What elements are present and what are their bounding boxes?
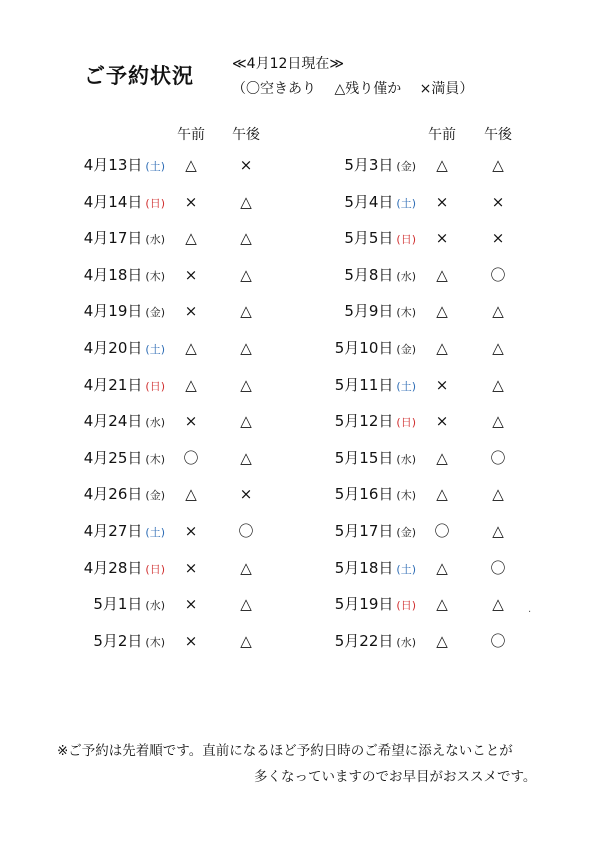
am-availability-mark: △ <box>436 632 448 650</box>
date-label <box>335 629 416 655</box>
am-availability-mark: △ <box>436 339 448 357</box>
date-text: 4月28日 <box>83 559 143 577</box>
pm-availability-mark: × <box>239 485 253 503</box>
am-availability-mark: △ <box>436 302 448 320</box>
as-of-date: ≪4月12日現在≫ <box>232 56 345 72</box>
weekday-label: (水) <box>396 270 416 283</box>
date-text: 4月27日 <box>83 522 143 540</box>
weekday-label: (木) <box>396 306 416 319</box>
date-text: 5月16日 <box>334 485 394 503</box>
am-availability-mark: △ <box>185 156 197 174</box>
date-row <box>0 446 416 470</box>
left-pm-header: 午後 <box>232 127 260 143</box>
date-text: 5月22日 <box>334 632 394 650</box>
am-availability-mark: × <box>184 302 198 320</box>
pm-availability-mark: △ <box>240 193 252 211</box>
date-label <box>335 482 416 508</box>
weekday-label: (水) <box>396 636 416 649</box>
date-label <box>344 153 416 179</box>
pm-availability-mark: × <box>491 229 505 247</box>
pm-availability-mark: △ <box>492 339 504 357</box>
date-row <box>0 153 416 177</box>
date-text: 4月17日 <box>83 229 143 247</box>
pm-availability-mark: △ <box>492 302 504 320</box>
date-text: 4月26日 <box>83 485 143 503</box>
date-text: 5月19日 <box>334 595 394 613</box>
am-availability-mark: △ <box>436 449 448 467</box>
pm-availability-mark: × <box>491 193 505 211</box>
date-row <box>0 482 416 506</box>
date-text: 5月15日 <box>334 449 394 467</box>
pm-availability-mark: △ <box>240 376 252 394</box>
weekday-label: (土) <box>145 160 165 173</box>
date-label <box>335 519 416 545</box>
date-text: 5月11日 <box>334 376 394 394</box>
weekday-label: (金) <box>396 160 416 173</box>
date-row <box>0 226 416 250</box>
am-availability-mark: △ <box>436 485 448 503</box>
date-row <box>0 336 416 360</box>
date-label <box>335 556 416 582</box>
am-availability-mark: × <box>435 412 449 430</box>
pm-availability-mark: 〇 <box>490 632 506 650</box>
date-text: 5月8日 <box>344 266 394 284</box>
pm-availability-mark: △ <box>240 412 252 430</box>
page-title: ご予約状況 <box>84 64 194 88</box>
weekday-label: (日) <box>145 380 165 393</box>
date-text: 5月9日 <box>344 302 394 320</box>
weekday-label: (土) <box>396 197 416 210</box>
pm-availability-mark: △ <box>240 632 252 650</box>
am-availability-mark: × <box>184 559 198 577</box>
date-text: 5月2日 <box>93 632 143 650</box>
pm-availability-mark: 〇 <box>490 559 506 577</box>
am-availability-mark: × <box>435 376 449 394</box>
date-text: 4月19日 <box>83 302 143 320</box>
left-am-header: 午前 <box>177 127 205 143</box>
date-text: 4月14日 <box>83 193 143 211</box>
pm-availability-mark: △ <box>240 302 252 320</box>
date-text: 5月3日 <box>344 156 394 174</box>
date-label <box>335 592 416 618</box>
weekday-label: (日) <box>145 563 165 576</box>
pm-availability-mark: 〇 <box>238 522 254 540</box>
date-text: 4月20日 <box>83 339 143 357</box>
weekday-label: (土) <box>396 380 416 393</box>
pm-availability-mark: △ <box>492 485 504 503</box>
pm-availability-mark: △ <box>240 229 252 247</box>
am-availability-mark: × <box>184 522 198 540</box>
date-label <box>335 409 416 435</box>
stray-mark: . <box>528 604 532 615</box>
pm-availability-mark: △ <box>492 595 504 613</box>
weekday-label: (木) <box>145 636 165 649</box>
date-row <box>0 556 416 580</box>
weekday-label: (金) <box>396 526 416 539</box>
pm-availability-mark: △ <box>492 412 504 430</box>
pm-availability-mark: △ <box>240 595 252 613</box>
date-text: 5月5日 <box>344 229 394 247</box>
weekday-label: (日) <box>396 416 416 429</box>
date-text: 5月18日 <box>334 559 394 577</box>
am-availability-mark: △ <box>185 229 197 247</box>
date-row <box>0 629 416 653</box>
date-row <box>0 409 416 433</box>
date-row <box>0 592 416 616</box>
pm-availability-mark: △ <box>492 156 504 174</box>
am-availability-mark: △ <box>436 156 448 174</box>
am-availability-mark: △ <box>185 339 197 357</box>
weekday-label: (土) <box>145 526 165 539</box>
am-availability-mark: △ <box>436 595 448 613</box>
pm-availability-mark: × <box>239 156 253 174</box>
weekday-label: (木) <box>145 270 165 283</box>
date-text: 4月21日 <box>83 376 143 394</box>
weekday-label: (木) <box>396 489 416 502</box>
date-text: 5月4日 <box>344 193 394 211</box>
weekday-label: (水) <box>145 233 165 246</box>
weekday-label: (金) <box>145 489 165 502</box>
weekday-label: (金) <box>396 343 416 356</box>
am-availability-mark: × <box>184 595 198 613</box>
footer-note-line1: ※ご予約は先着順です。直前になるほど予約日時のご希望に添えないことが <box>57 743 513 759</box>
weekday-label: (金) <box>145 306 165 319</box>
right-pm-header: 午後 <box>484 127 512 143</box>
date-row <box>0 519 416 543</box>
pm-availability-mark: △ <box>492 522 504 540</box>
date-text: 4月13日 <box>83 156 143 174</box>
am-availability-mark: 〇 <box>183 449 199 467</box>
weekday-label: (日) <box>396 599 416 612</box>
pm-availability-mark: △ <box>240 449 252 467</box>
date-text: 4月25日 <box>83 449 143 467</box>
date-row <box>0 299 416 323</box>
date-row <box>0 190 416 214</box>
weekday-label: (土) <box>396 563 416 576</box>
date-text: 5月17日 <box>334 522 394 540</box>
date-text: 5月10日 <box>334 339 394 357</box>
pm-availability-mark: △ <box>240 339 252 357</box>
am-availability-mark: × <box>435 193 449 211</box>
date-label <box>335 373 416 399</box>
weekday-label: (土) <box>145 343 165 356</box>
weekday-label: (日) <box>396 233 416 246</box>
am-availability-mark: 〇 <box>434 522 450 540</box>
am-availability-mark: △ <box>436 266 448 284</box>
date-text: 5月12日 <box>334 412 394 430</box>
pm-availability-mark: 〇 <box>490 266 506 284</box>
weekday-label: (水) <box>396 453 416 466</box>
date-row <box>0 263 416 287</box>
weekday-label: (日) <box>145 197 165 210</box>
weekday-label: (木) <box>145 453 165 466</box>
am-availability-mark: × <box>184 632 198 650</box>
date-label <box>344 190 416 216</box>
weekday-label: (水) <box>145 416 165 429</box>
symbol-legend: （〇空きあり △残り僅か ×満員） <box>232 81 474 97</box>
date-row <box>0 373 416 397</box>
pm-availability-mark: △ <box>240 266 252 284</box>
right-am-header: 午前 <box>428 127 456 143</box>
date-text: 4月24日 <box>83 412 143 430</box>
date-label <box>344 299 416 325</box>
date-label <box>344 226 416 252</box>
pm-availability-mark: 〇 <box>490 449 506 467</box>
footer-note-line2: 多くなっていますのでお早目がおススメです。 <box>254 769 537 785</box>
date-text: 4月18日 <box>83 266 143 284</box>
am-availability-mark: △ <box>185 376 197 394</box>
am-availability-mark: × <box>184 266 198 284</box>
pm-availability-mark: △ <box>492 376 504 394</box>
am-availability-mark: △ <box>185 485 197 503</box>
am-availability-mark: × <box>435 229 449 247</box>
am-availability-mark: × <box>184 412 198 430</box>
date-text: 5月1日 <box>93 595 143 613</box>
date-label <box>335 336 416 362</box>
weekday-label: (水) <box>145 599 165 612</box>
pm-availability-mark: △ <box>240 559 252 577</box>
am-availability-mark: × <box>184 193 198 211</box>
am-availability-mark: △ <box>436 559 448 577</box>
date-label <box>335 446 416 472</box>
date-label <box>344 263 416 289</box>
